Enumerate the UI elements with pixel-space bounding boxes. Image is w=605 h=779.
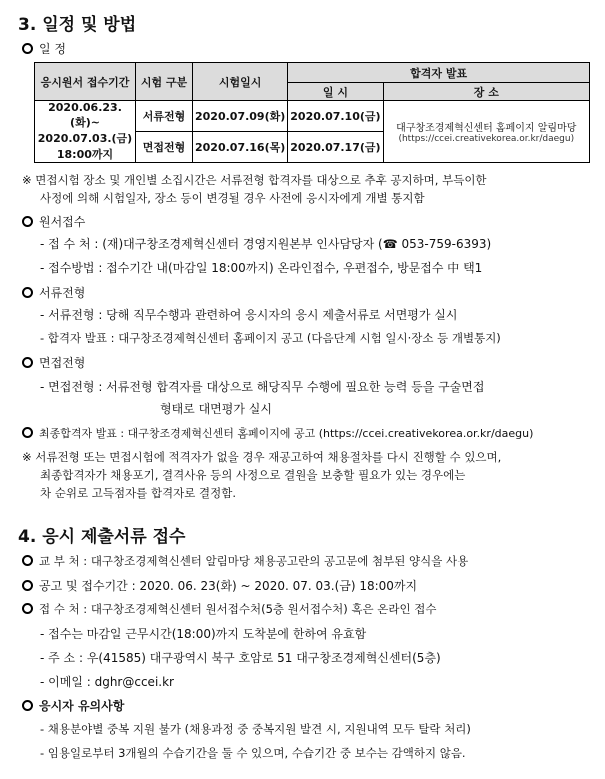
apply-period-start: 2020.06.23.(화)~ <box>48 101 122 129</box>
th-result-place: 장 소 <box>383 83 589 101</box>
s4-line3 <box>22 601 436 617</box>
circle-bullet-icon <box>22 43 33 54</box>
s4-line3-text: 접 수 처 : 대구창조경제혁신센터 원서접수처(5층 원서접수처) 혹은 온라인 접수 <box>39 602 437 616</box>
s4-line2 <box>22 577 417 594</box>
s4-sub1: - 접수는 마감일 근무시간(18:00)까지 도착분에 한하여 유효함 <box>40 627 367 641</box>
note2-line3: 차 순위로 고득점자를 합격자로 결정함. <box>40 486 237 500</box>
th-result: 합격자 발표 <box>288 63 590 83</box>
caution-line2: - 임용일로부터 3개월의 수습기간을 둘 수 있으며, 수습기간 중 보수는 감액하지 않음. <box>40 746 466 760</box>
reception-line2: - 접수방법 : 접수기간 내(마감일 18:00까지) 온라인접수, 우편접수, 방문접수 中 택1 <box>40 261 483 275</box>
s4-line2-text: 공고 및 접수기간 : 2020. 06. 23(화) ~ 2020. 07. 03.(금) 18:00까지 <box>39 579 418 593</box>
schedule-label: 일 정 <box>39 42 66 56</box>
th-exam-type: 시험 구분 <box>136 63 193 101</box>
row2-result-date: 2020.07.17(금) <box>288 132 383 163</box>
note1-line2: 사정에 의해 시험일자, 장소 등이 변경될 경우 사전에 응시자에게 개별 통지함 <box>40 191 425 205</box>
circle-bullet-icon <box>22 357 33 368</box>
interview-line2: 형태로 대면평가 실시 <box>160 402 272 416</box>
note1-line1: ※ 면접시험 장소 및 개인별 소집시간은 서류전형 합격자를 대상으로 추후 공지하며, 부득이한 <box>22 173 487 187</box>
reception-heading <box>22 213 85 230</box>
circle-bullet-icon <box>22 603 33 614</box>
note2-line2: 최종합격자가 채용포기, 결격사유 등의 사정으로 결원을 보충할 필요가 있는 경우에는 <box>40 468 466 482</box>
caution-line1: - 채용분야별 중복 지원 불가 (채용과정 중 중복지원 발견 시, 지원내역 모두 탈락 처리) <box>40 722 471 736</box>
s4-sub2: - 주 소 : 우(41585) 대구광역시 북구 호암로 51 대구창조경제혁신센터(5층) <box>40 651 441 665</box>
circle-bullet-icon <box>22 287 33 298</box>
row1-result-date: 2020.07.10(금) <box>288 101 383 132</box>
apply-period-cell <box>35 101 136 163</box>
interview-line1: - 면접전형 : 서류전형 합격자를 대상으로 해당직무 수행에 필요한 능력 등을 구술면접 <box>40 380 485 394</box>
final-line: 최종합격자 발표 : 대구창조경제혁신센터 홈페이지에 공고 (https://ccei.creativekorea.or.kr/daegu) <box>39 427 534 440</box>
reception-line1: - 접 수 처 : (재)대구창조경제혁신센터 경영지원본부 인사담당자 (☎ 053-759-6393) <box>40 237 492 251</box>
section3-title: 3. 일정 및 방법 <box>18 15 137 35</box>
row2-date: 2020.07.16(목) <box>193 132 288 163</box>
interview-heading <box>22 354 85 371</box>
doc-line2: - 합격자 발표 : 대구창조경제혁신센터 홈페이지 공고 (다음단계 시험 일시·장소 등 개별통지) <box>40 331 501 345</box>
interview-title: 면접전형 <box>39 356 86 370</box>
th-apply-period: 응시원서 접수기간 <box>35 63 136 101</box>
caution-heading <box>22 697 124 714</box>
doc-line1: - 서류전형 : 당해 직무수행과 관련하여 응시자의 응시 제출서류로 서면평가 실시 <box>40 308 458 322</box>
s4-line1-text: 교 부 처 : 대구창조경제혁신센터 알림마당 채용공고란의 공고문에 첨부된 양식을 사용 <box>39 554 469 568</box>
circle-bullet-icon <box>22 700 33 711</box>
final-heading <box>22 425 533 441</box>
th-exam-date: 시험일시 <box>193 63 288 101</box>
apply-period-end: 2020.07.03.(금) <box>37 132 133 145</box>
result-place-main: 대구창조경제혁신센터 홈페이지 알림마당 <box>396 123 577 134</box>
reception-title: 원서접수 <box>39 215 86 229</box>
circle-bullet-icon <box>22 580 33 591</box>
apply-period-time: 18:00까지 <box>56 148 114 161</box>
row2-type: 면접전형 <box>136 132 193 163</box>
doc-title: 서류전형 <box>39 286 86 300</box>
th-result-date: 일 시 <box>288 83 383 101</box>
section4-title: 4. 응시 제출서류 접수 <box>18 527 186 547</box>
result-place-url[interactable]: (https://ccei.creativekorea.or.kr/daegu) <box>398 134 575 144</box>
schedule-heading <box>22 40 66 57</box>
note2-line1: ※ 서류전형 또는 면접시험에 적격자가 없을 경우 재공고하여 채용절차를 다시 진행할 수 있으며, <box>22 450 502 464</box>
circle-bullet-icon <box>22 216 33 227</box>
row1-type: 서류전형 <box>136 101 193 132</box>
doc-heading <box>22 284 85 301</box>
row1-date: 2020.07.09(화) <box>193 101 288 132</box>
circle-bullet-icon <box>22 427 33 438</box>
circle-bullet-icon <box>22 555 33 566</box>
s4-line1 <box>22 553 468 569</box>
result-place-cell <box>383 101 589 163</box>
s4-sub3: - 이메일 : dghr@ccei.kr <box>40 675 174 689</box>
schedule-table <box>34 62 590 163</box>
caution-title: 응시자 유의사항 <box>39 699 125 713</box>
